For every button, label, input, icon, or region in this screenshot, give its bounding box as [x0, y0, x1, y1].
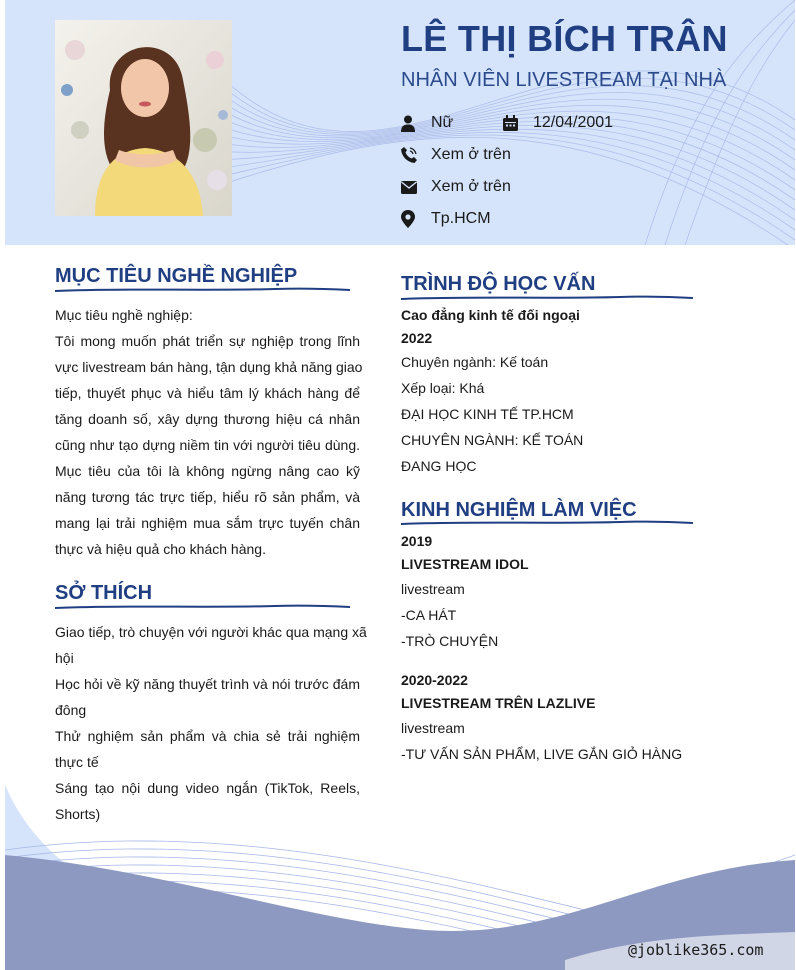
objective-line: vực livestream bán hàng, tận dụng khả năng giao — [55, 359, 363, 375]
objective-line: tiếp, thuyết phục và hiểu tâm lý khách hàng để — [55, 385, 360, 401]
hobbies-text — [55, 619, 367, 827]
education-rank: Xếp loại: Khá — [401, 380, 485, 396]
hobbies-title: SỞ THÍCH — [55, 582, 153, 604]
candidate-name: LÊ THỊ BÍCH TRÂN — [401, 18, 728, 59]
hobby-line: hội — [55, 650, 74, 666]
header-band — [5, 0, 795, 245]
job-detail: -CA HÁT — [401, 607, 457, 623]
hobby-line: thực tế — [55, 754, 99, 770]
objective-line: tăng doanh số, xây dựng thương hiệu cá nhân — [55, 411, 360, 427]
education-title: TRÌNH ĐỘ HỌC VẤN — [401, 273, 596, 295]
envelope-icon — [401, 177, 423, 197]
birthday-row — [503, 113, 613, 133]
objective-line: Tôi mong muốn phát triển sự nghiệp trong lĩnh — [55, 333, 360, 349]
education-status: ĐANG HỌC — [401, 458, 477, 474]
location-pin-icon — [401, 209, 423, 229]
objective-line: Mục tiêu của tôi là không ngừng nâng cao kỹ — [55, 463, 360, 479]
person-icon — [401, 113, 423, 133]
job-detail: -TRÒ CHUYỆN — [401, 633, 499, 649]
job-company: LIVESTREAM TRÊN LAZLIVE — [401, 695, 596, 711]
education-block — [401, 303, 761, 479]
phone-row — [401, 145, 511, 165]
birthday-value: 12/04/2001 — [533, 114, 614, 131]
calendar-icon — [503, 113, 525, 133]
job-title: NHÂN VIÊN LIVESTREAM TẠI NHÀ — [401, 69, 727, 91]
address-value: Tp.HCM — [431, 210, 491, 227]
objective-line: năng tương tác trực tiếp, hiểu rõ sản phẩm, và — [55, 489, 360, 505]
experience-job-2 — [401, 669, 781, 767]
website-watermark: @joblike365.com — [628, 941, 764, 959]
job-period: 2020-2022 — [401, 672, 468, 688]
objective-title: MỤC TIÊU NGHỀ NGHIỆP — [55, 265, 298, 287]
job-detail: -TƯ VẤN SẢN PHẨM, LIVE GẮN GIỎ HÀNG — [401, 746, 683, 762]
cv-page — [5, 0, 795, 970]
objective-label: Mục tiêu nghề nghiệp: — [55, 307, 193, 323]
hobby-line: Học hỏi về kỹ năng thuyết trình và nói trước đám — [55, 676, 360, 692]
job-company: LIVESTREAM IDOL — [401, 556, 529, 572]
gender-row — [401, 113, 453, 133]
experience-title: KINH NGHIỆM LÀM VIỆC — [401, 499, 637, 521]
experience-job-1 — [401, 530, 781, 654]
hobby-line: Thử nghiệm sản phẩm và chia sẻ trải nghiệm — [55, 728, 360, 744]
profile-photo — [55, 20, 232, 216]
hobbies-underline — [55, 603, 350, 611]
email-row — [401, 177, 511, 197]
hobby-line: Sáng tạo nội dung video ngắn (TikTok, Reels, — [55, 780, 360, 796]
education-major: Chuyên ngành: Kế toán — [401, 354, 549, 370]
objective-underline — [55, 286, 350, 294]
education-school: ĐẠI HỌC KINH TẾ TP.HCM — [401, 406, 574, 422]
education-year: 2022 — [401, 330, 433, 346]
email-value: Xem ở trên — [431, 178, 511, 195]
education-degree: Cao đẳng kinh tế đối ngoại — [401, 307, 580, 323]
objective-line: cũng như tạo dựng niềm tin với người tiêu dùng. — [55, 437, 360, 453]
job-role: livestream — [401, 581, 465, 597]
phone-value: Xem ở trên — [431, 146, 511, 163]
hobby-line: Shorts) — [55, 806, 101, 822]
objective-line: thực và hiệu quả cho khách hàng. — [55, 541, 266, 557]
education-major2: CHUYÊN NGÀNH: KẾ TOÁN — [401, 432, 584, 448]
phone-icon — [401, 145, 423, 165]
experience-underline — [401, 519, 693, 527]
objective-text — [55, 302, 363, 562]
job-role: livestream — [401, 720, 465, 736]
objective-line: mang lại trải nghiệm mua sắm trực tuyến chân — [55, 515, 360, 531]
hobby-line: đông — [55, 702, 87, 718]
job-period: 2019 — [401, 533, 433, 549]
address-row — [401, 209, 491, 229]
gender-value: Nữ — [431, 114, 454, 131]
hobby-line: Giao tiếp, trò chuyện với người khác qua mạng xã — [55, 624, 367, 640]
education-underline — [401, 294, 693, 302]
